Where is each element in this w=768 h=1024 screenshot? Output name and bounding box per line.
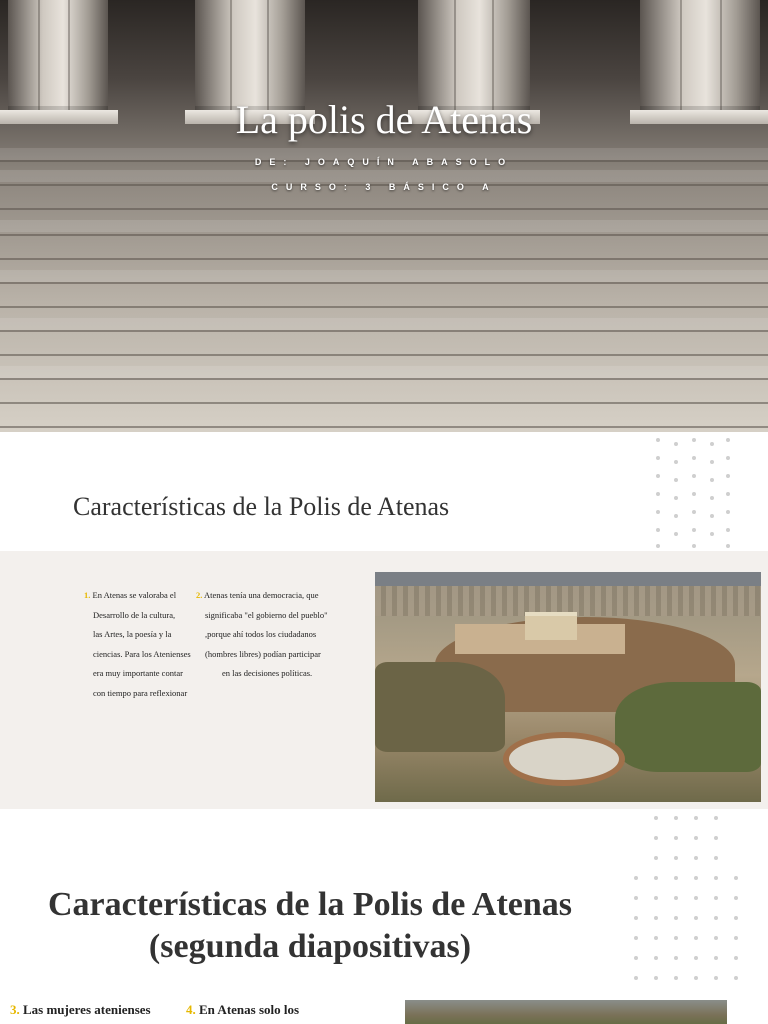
list-line: ,porque ahí todos los ciudadanos — [205, 629, 317, 639]
list-line: ciencias. Para los Atenienses — [93, 648, 191, 659]
heading-line-2: (segunda diapositivas) — [148, 928, 472, 965]
presentation-title: La polis de Atenas — [235, 97, 533, 142]
list-text: En Atenas solo los — [199, 1002, 300, 1017]
list-line: significaba "el gobierno del pueblo" — [205, 609, 328, 620]
list-line: en las decisiones políticas. — [222, 668, 313, 678]
list-line: En Atenas se valoraba el — [92, 590, 177, 600]
text-column-1 — [84, 586, 196, 703]
list-item-4 — [186, 1002, 299, 1018]
marble-steps-image — [0, 130, 768, 432]
list-number: 2. — [196, 590, 203, 600]
content-slide-2 — [0, 810, 768, 1024]
text-column-2 — [196, 586, 346, 684]
list-line: con tiempo para reflexionar — [93, 687, 188, 698]
list-item-3 — [10, 1002, 151, 1018]
list-line: (hombres libres) podían participar — [205, 648, 321, 659]
list-line: era muy importante contar — [93, 668, 183, 678]
decorative-dot-pattern — [652, 436, 732, 552]
list-number: 4. — [186, 1002, 196, 1017]
list-text: Las mujeres atenienses — [23, 1002, 151, 1017]
course-line: CURSO: 3 BÁSICO A — [271, 182, 497, 192]
author-line: DE: JOAQUÍN ABASOLO — [254, 157, 514, 167]
slide-heading — [0, 884, 620, 968]
list-line: las Artes, la poesía y la — [93, 629, 172, 639]
heading-line-1: Características de la Polis de Atenas — [47, 886, 573, 923]
acropolis-aerial-photo — [375, 572, 761, 802]
content-slide-1 — [0, 432, 768, 810]
decorative-dot-pattern — [630, 814, 740, 994]
list-line: Atenas tenía una democracia, que — [204, 590, 319, 600]
slide-heading: Características de la Polis de Atenas — [73, 492, 450, 521]
list-number: 1. — [84, 590, 91, 600]
list-line: Desarrollo de la cultura, — [93, 609, 176, 620]
title-slide — [0, 0, 768, 432]
athens-landscape-photo — [405, 1000, 727, 1024]
list-number: 3. — [10, 1002, 20, 1017]
